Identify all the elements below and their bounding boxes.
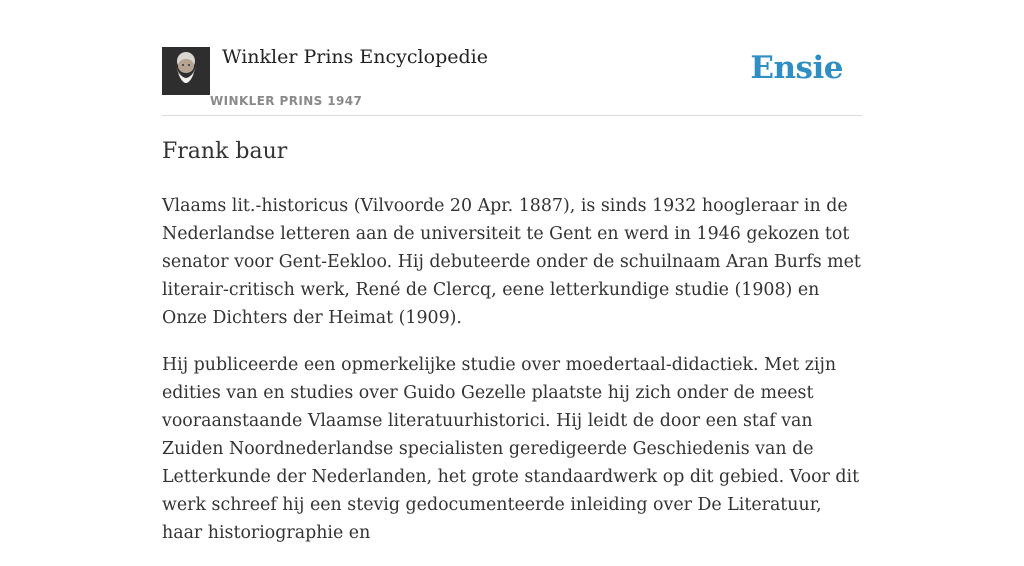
source-header: [162, 44, 862, 116]
source-subtitle: WINKLER PRINS 1947: [210, 94, 363, 108]
bearded-man-portrait-icon: [162, 47, 210, 95]
ensie-logo[interactable]: Ensie: [750, 50, 843, 86]
source-avatar[interactable]: [162, 47, 210, 95]
article-body: [162, 192, 862, 566]
article-paragraph-2: Hij publiceerde een opmerkelijke studie over moedertaal-didactiek. Met zijn edities van en studies over Guido Gezelle plaatste hij zich onder de meest vooraanstaande Vlaamse literatuurhistorici. Hij leidt de door een staf van Zuiden Noordnederlandse specialisten geredigeerde Geschiedenis van de Letterkunde der Nederlanden, het grote standaardwerk op dit gebied. Voor dit werk schreef hij een stevig gedocumenteerde inleiding over De Literatuur, haar historiographie en: [162, 355, 860, 543]
article-paragraph-1: Vlaams lit.-historicus (Vilvoorde 20 Apr. 1887), is sinds 1932 hoogleraar in de Nederlandse letteren aan de universiteit te Gent en werd in 1946 gekozen tot senator voor Gent-Eekloo. Hij debuteerde onder de schuilnaam Aran Burfs met literair-critisch werk, René de Clercq, eene letterkundige studie (1908) en Onze Dichters der Heimat (1909).: [162, 196, 861, 328]
source-name-link[interactable]: Winkler Prins Encyclopedie: [222, 46, 488, 68]
article-title: Frank baur: [162, 139, 288, 164]
